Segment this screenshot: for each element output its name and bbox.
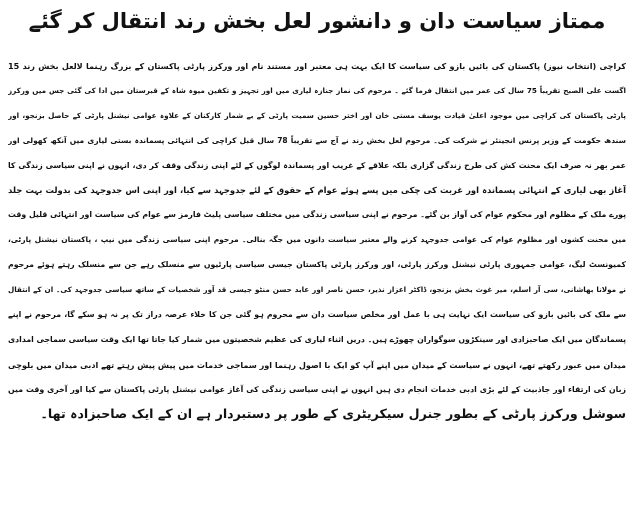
article-line: آغاز بھی لیاری کے انتہائی پسماندہ اور غربت کی چکی میں پسے ہوئے عوام کے حقوق کے لئے جدوجہد سے کیا، اور اپنی اس جدوجہد کی بدولت بہت جلد bbox=[8, 185, 626, 196]
article-line: کراچی (انتخاب نیوز) پاکستان کی بائیں بازو کی سیاست کا ایک بہت ہی معتبر اور مستند نام اور ورکرز پارٹی پاکستان کے بزرگ رہنما لالعل بخش رند 15 bbox=[8, 61, 626, 71]
article-line: نے مولانا بھاشانی، سی آر اسلم، میر غوث بخش بزنجو، ڈاکٹر اعزاز نذیر، حسن ناصر اور عابد حسن منٹو جیسی قد آور شخصیات کے ساتھ سیاسی جدوجہد کی۔ ان کے انتقال bbox=[8, 285, 626, 295]
article-line: عمر بھر نہ صرف ایک محنت کش کی طرح زندگی گزاری بلکہ علاقے کے غریب اور پسماندہ لوگوں کے لئے اپنی زندگی وقف کر دی، انہوں نے اپنی سیاسی زندگی کا bbox=[8, 160, 626, 170]
article-line: میں محنت کشوں اور مظلوم عوام کی عوامی جدوجہد کرنے والے معتبر سیاست دانوں میں جگہ بنالی۔ مرحوم اپنی سیاسی زندگی میں نیپ ، پاکستان نیشنل پارٹی، bbox=[8, 235, 626, 245]
article-line: کمیونسٹ لیگ، عوامی جمہوری پارٹی نیشنل ورکرز پارٹی، اور ورکرز پارٹی پاکستان جیسی سیاسی پارٹیوں سے منسلک رہے جن سے منسلک رہتے ہوئے مرحوم bbox=[8, 260, 626, 270]
article-line: سندھ حکومت کے وزیر پرنس انجینئر نے شرکت کی۔ مرحوم لعل بخش رند نے آج سے تقریباً 78 سال قبل کراچی کی انتہائی پسماندہ بستی لیاری میں آنکھ کھولی اور bbox=[8, 135, 626, 145]
article-line: سے ملک کی بائیں بازو کی سیاست ایک نہایت ہی با عمل اور مخلص سیاست دان سے محروم ہو گئی جن کا خلاء عرصہ دراز تک پر نہ ہو سکے گا، مرحوم نے اپنے bbox=[8, 309, 626, 319]
article-body bbox=[6, 54, 628, 427]
article-line: اگست علی الصبح تقریباً 75 سال کی عمر میں انتقال فرما گئے ۔ مرحوم کی نماز جنازہ لیاری میں اور تجہیز و تکفین میوہ شاہ کے قبرستان میں ادا کی گئی جس میں ورکرز bbox=[8, 85, 626, 95]
article-line: سوشل ورکرز پارٹی کے بطور جنرل سیکریٹری کے طور پر دستبردار ہے ان کے ایک صاحبزادہ تھا۔ bbox=[40, 406, 626, 422]
article-line: پسماندگان میں ایک صاحبزادی اور سینکڑوں سوگواران چھوڑے ہیں۔ دریں اثناء لیاری کی عظیم شخصیتوں میں شمار کیا جاتا تھا ایک وقت سیاسی سماجی امدادی bbox=[8, 334, 626, 344]
article-line: میدان میں عبور رکھتے تھے، انہوں نے سیاست کے میدان میں اپنے آپ کو ایک با اصول رہنما اور سماجی خدمات میں پیش پیش رہتے تھے ادبی میدان میں بلوچی bbox=[8, 359, 626, 370]
headline: ممتاز سیاست دان و دانشور لعل بخش رند انتقال کر گئے bbox=[28, 9, 606, 33]
article-line: زبان کی ارتقاء اور جاذبیت کے لئے بڑی ادبی خدمات انجام دی ہیں انہوں نے اپنی سیاسی زندگی کی آغاز عوامی نیشنل پارٹی پاکستان سے کیا اور آخری وقت میں bbox=[8, 384, 626, 394]
article-line: پارٹی پاکستان کی کراچی میں موجود اعلیٰ قیادت یوسف مستی خان اور اختر حسین سمیت پارٹی کے بے شمار کارکنان کے علاوہ عوامی نیشنل پارٹی کے حاصل بزنجو، اور bbox=[8, 110, 626, 120]
article-line: پورے ملک کے مظلوم اور محکوم عوام کی آواز بن گئے۔ مرحوم نے اپنی سیاسی زندگی میں مختلف سیاسی پلیٹ فارمز سے عوام کی سیاست اور انتہائی قلیل وقت bbox=[8, 210, 626, 220]
